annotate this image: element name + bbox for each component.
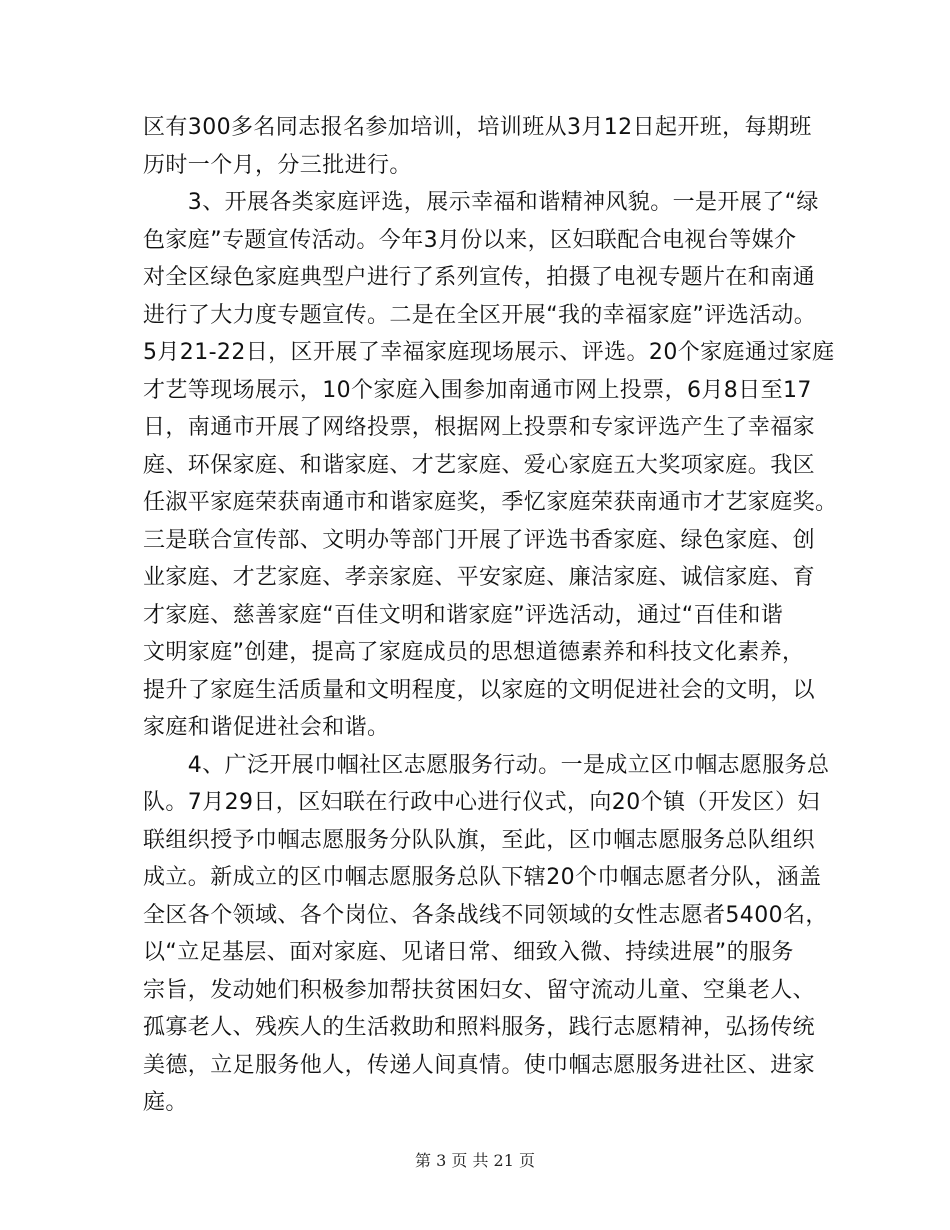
text-line: 家庭和谐促进社会和谐。 <box>143 715 390 740</box>
text-line: 提升了家庭生活质量和文明程度，以家庭的文明促进社会的文明，以 <box>143 677 816 703</box>
page-number-footer: 第 3 页 共 21 页 <box>415 1151 535 1170</box>
text-line: 才艺等现场展示，10个家庭入围参加南通市网上投票，6月8日至17 <box>143 377 812 403</box>
text-line: 5月21-22日，区开展了幸福家庭现场展示、评选。20个家庭通过家庭 <box>143 340 835 365</box>
text-line: 三是联合宣传部、文明办等部门开展了评选书香家庭、绿色家庭、创 <box>143 527 816 553</box>
text-line: 4、广泛开展巾帼社区志愿服务行动。一是成立区巾帼志愿服务总 <box>143 752 830 778</box>
body-text <box>143 109 838 1122</box>
text-line: 历时一个月，分三批进行。 <box>143 152 412 178</box>
text-line: 色家庭”专题宣传活动。今年3月份以来，区妇联配合电视台等媒介 <box>143 227 797 253</box>
text-line: 联组织授予巾帼志愿服务分队队旗，至此，区巾帼志愿服务总队组织 <box>143 827 816 853</box>
text-line: 队。7月29日，区妇联在行政中心进行仪式，向20个镇（开发区）妇 <box>143 790 820 815</box>
text-line: 全区各个领域、各个岗位、各条战线不同领域的女性志愿者5400名， <box>143 902 828 928</box>
text-line: 任淑平家庭荣获南通市和谐家庭奖，季忆家庭荣获南通市才艺家庭奖。 <box>143 490 838 515</box>
text-line: 成立。新成立的区巾帼志愿服务总队下辖20个巾帼志愿者分队，涵盖 <box>143 865 822 890</box>
text-line: 庭、环保家庭、和谐家庭、才艺家庭、爱心家庭五大奖项家庭。我区 <box>143 452 816 478</box>
text-line: 才家庭、慈善家庭“百佳文明和谐家庭”评选活动，通过“百佳和谐 <box>143 602 784 628</box>
text-line: 3、开展各类家庭评选，展示幸福和谐精神风貌。一是开展了“绿 <box>143 190 819 215</box>
text-line: 美德，立足服务他人，传递人间真情。使巾帼志愿服务进社区、进家 <box>143 1052 816 1078</box>
text-line: 对全区绿色家庭典型户进行了系列宣传，拍摄了电视专题片在和南通 <box>143 265 816 290</box>
text-line: 进行了大力度专题宣传。二是在全区开展“我的幸福家庭”评选活动。 <box>143 302 817 328</box>
text-line: 宗旨，发动她们积极参加帮扶贫困妇女、留守流动儿童、空巢老人、 <box>143 977 816 1003</box>
text-line: 庭。 <box>143 1090 188 1115</box>
text-line: 文明家庭”创建，提高了家庭成员的思想道德素养和科技文化素养， <box>143 640 805 665</box>
text-line: 以“立足基层、面对家庭、见诸日常、细致入微、持续进展”的服务 <box>143 940 794 965</box>
text-line: 孤寡老人、残疾人的生活救助和照料服务，践行志愿精神，弘扬传统 <box>143 1015 816 1040</box>
text-line: 日，南通市开展了网络投票，根据网上投票和专家评选产生了幸福家 <box>143 415 816 440</box>
text-line: 区有300多名同志报名参加培训，培训班从3月12日起开班，每期班 <box>143 115 812 140</box>
text-line: 业家庭、才艺家庭、孝亲家庭、平安家庭、廉洁家庭、诚信家庭、育 <box>143 565 816 590</box>
